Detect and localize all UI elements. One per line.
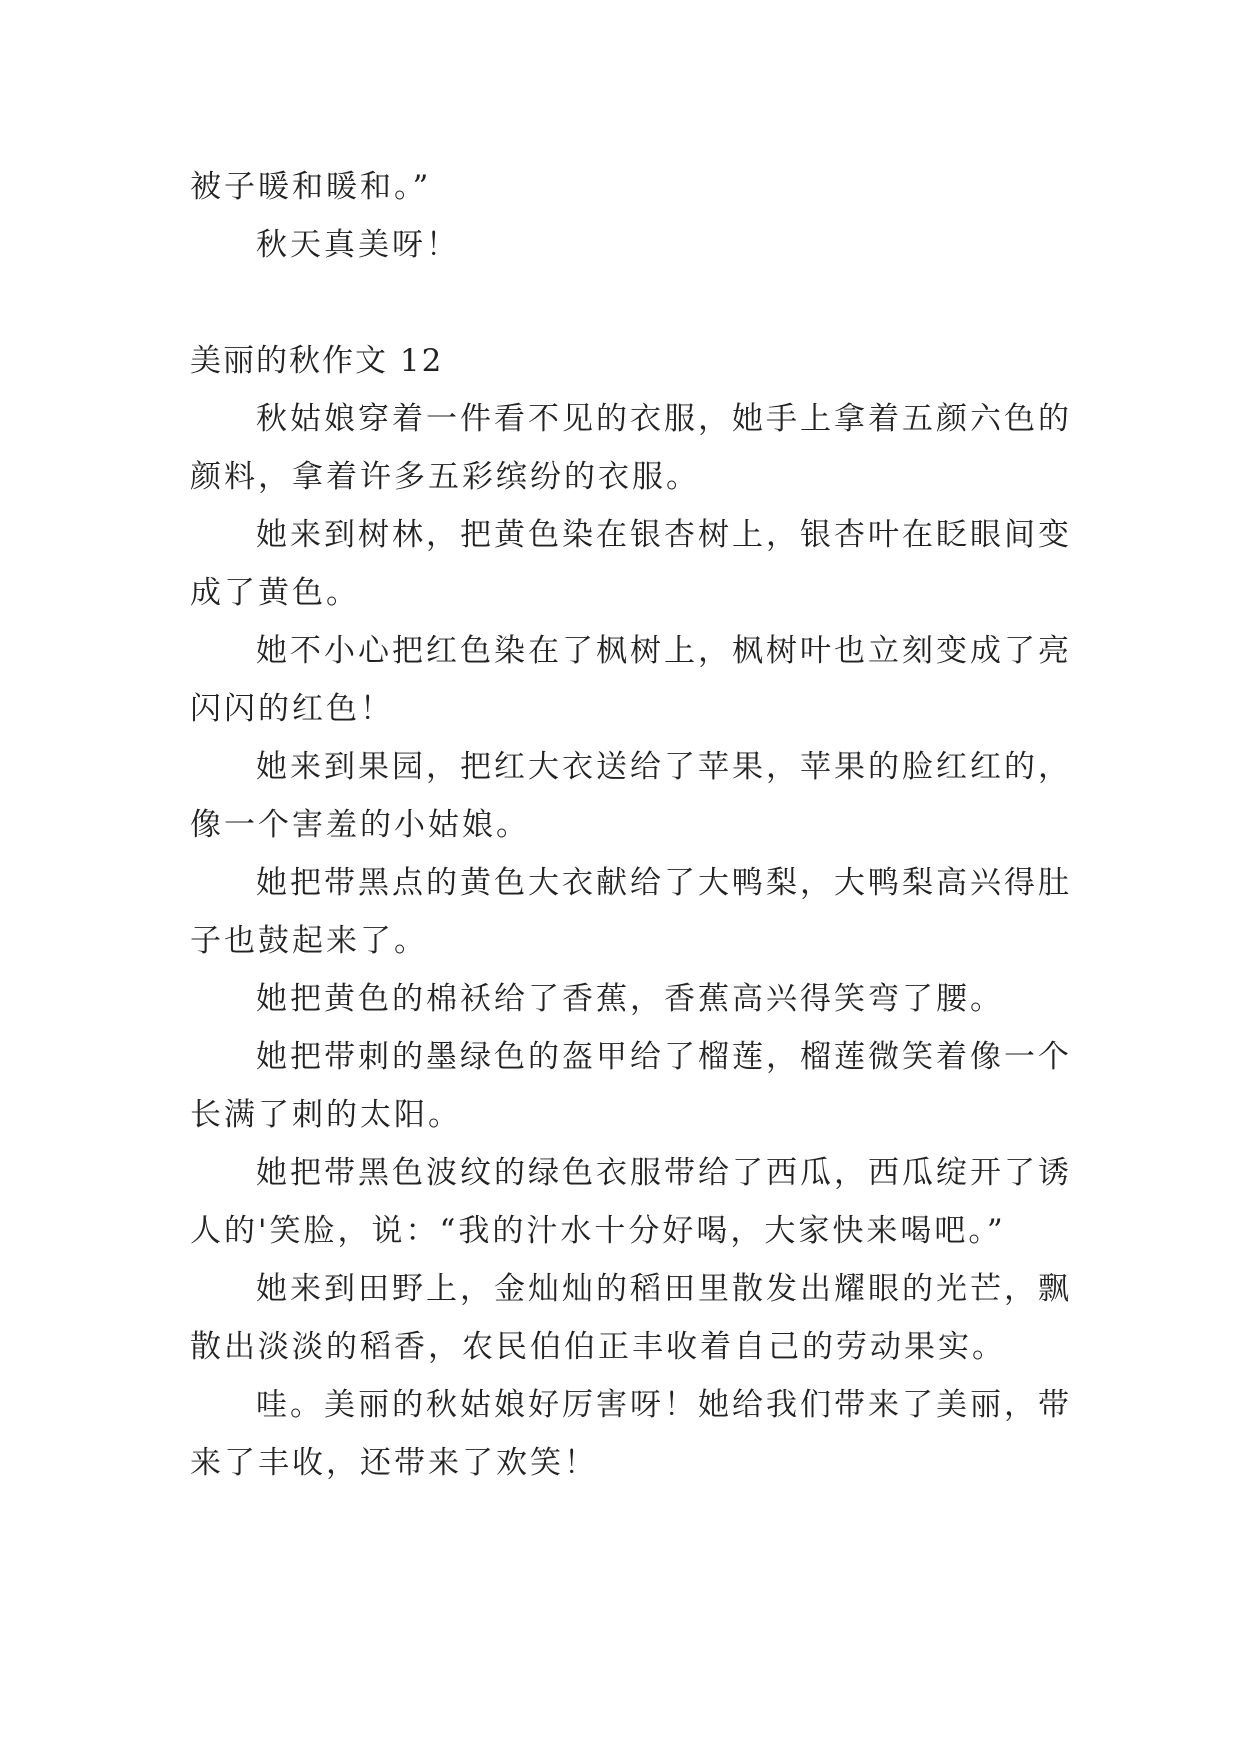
paragraph-line: 她把带黑点的黄色大衣献给了大鸭梨，大鸭梨高兴得肚 bbox=[256, 865, 1072, 901]
paragraph-line: 散出淡淡的稻香，农民伯伯正丰收着自己的劳动果实。 bbox=[190, 1329, 1006, 1365]
paragraph-line: 哇。美丽的秋姑娘好厉害呀！她给我们带来了美丽，带 bbox=[256, 1387, 1072, 1423]
paragraph bbox=[190, 1144, 1072, 1260]
paragraph-line: 像一个害羞的小姑娘。 bbox=[190, 807, 530, 843]
paragraph bbox=[190, 970, 1050, 1028]
paragraph-line: 她不小心把红色染在了枫树上，枫树叶也立刻变成了亮 bbox=[256, 633, 1072, 669]
paragraph-line: 长满了刺的太阳。 bbox=[190, 1097, 462, 1133]
paragraph-line: 她来到树林，把黄色染在银杏树上，银杏叶在眨眼间变 bbox=[256, 517, 1072, 553]
paragraph bbox=[190, 854, 1072, 970]
previous-essay-closing: 秋天真美呀！ bbox=[256, 227, 460, 263]
paragraph-line: 来了丰收，还带来了欢笑！ bbox=[190, 1445, 598, 1481]
paragraph-line: 她来到田野上，金灿灿的稻田里散发出耀眼的光芒，飘 bbox=[256, 1271, 1072, 1307]
paragraph bbox=[190, 390, 1072, 506]
paragraph-line: 子也鼓起来了。 bbox=[190, 923, 428, 959]
paragraph bbox=[190, 1028, 1072, 1144]
paragraph-line: 她把带刺的墨绿色的盔甲给了榴莲，榴莲微笑着像一个 bbox=[256, 1039, 1072, 1075]
paragraph bbox=[190, 622, 1072, 738]
paragraph bbox=[190, 738, 1072, 854]
document-page bbox=[190, 158, 1072, 1492]
section-gap bbox=[190, 274, 1050, 332]
paragraph bbox=[190, 1260, 1072, 1376]
paragraph-line: 人的'笑脸，说：“我的汁水十分好喝，大家快来喝吧。” bbox=[190, 1213, 1006, 1249]
paragraph-line: 颜料，拿着许多五彩缤纷的衣服。 bbox=[190, 459, 700, 495]
paragraph bbox=[190, 1376, 1072, 1492]
paragraph bbox=[190, 506, 1072, 622]
paragraph-line: 成了黄色。 bbox=[190, 575, 360, 611]
previous-essay-tail: 被子暖和暖和。” bbox=[190, 169, 432, 205]
paragraph-line: 她把带黑色波纹的绿色衣服带给了西瓜，西瓜绽开了诱 bbox=[256, 1155, 1072, 1191]
paragraph-line: 她把黄色的棉袄给了香蕉，香蕉高兴得笑弯了腰。 bbox=[256, 981, 1004, 1017]
paragraph-line: 闪闪的红色！ bbox=[190, 691, 394, 727]
paragraph-line: 她来到果园，把红大衣送给了苹果，苹果的脸红红的， bbox=[256, 749, 1072, 785]
essay-title: 美丽的秋作文 12 bbox=[190, 343, 444, 379]
paragraph-line: 秋姑娘穿着一件看不见的衣服，她手上拿着五颜六色的 bbox=[256, 401, 1072, 437]
